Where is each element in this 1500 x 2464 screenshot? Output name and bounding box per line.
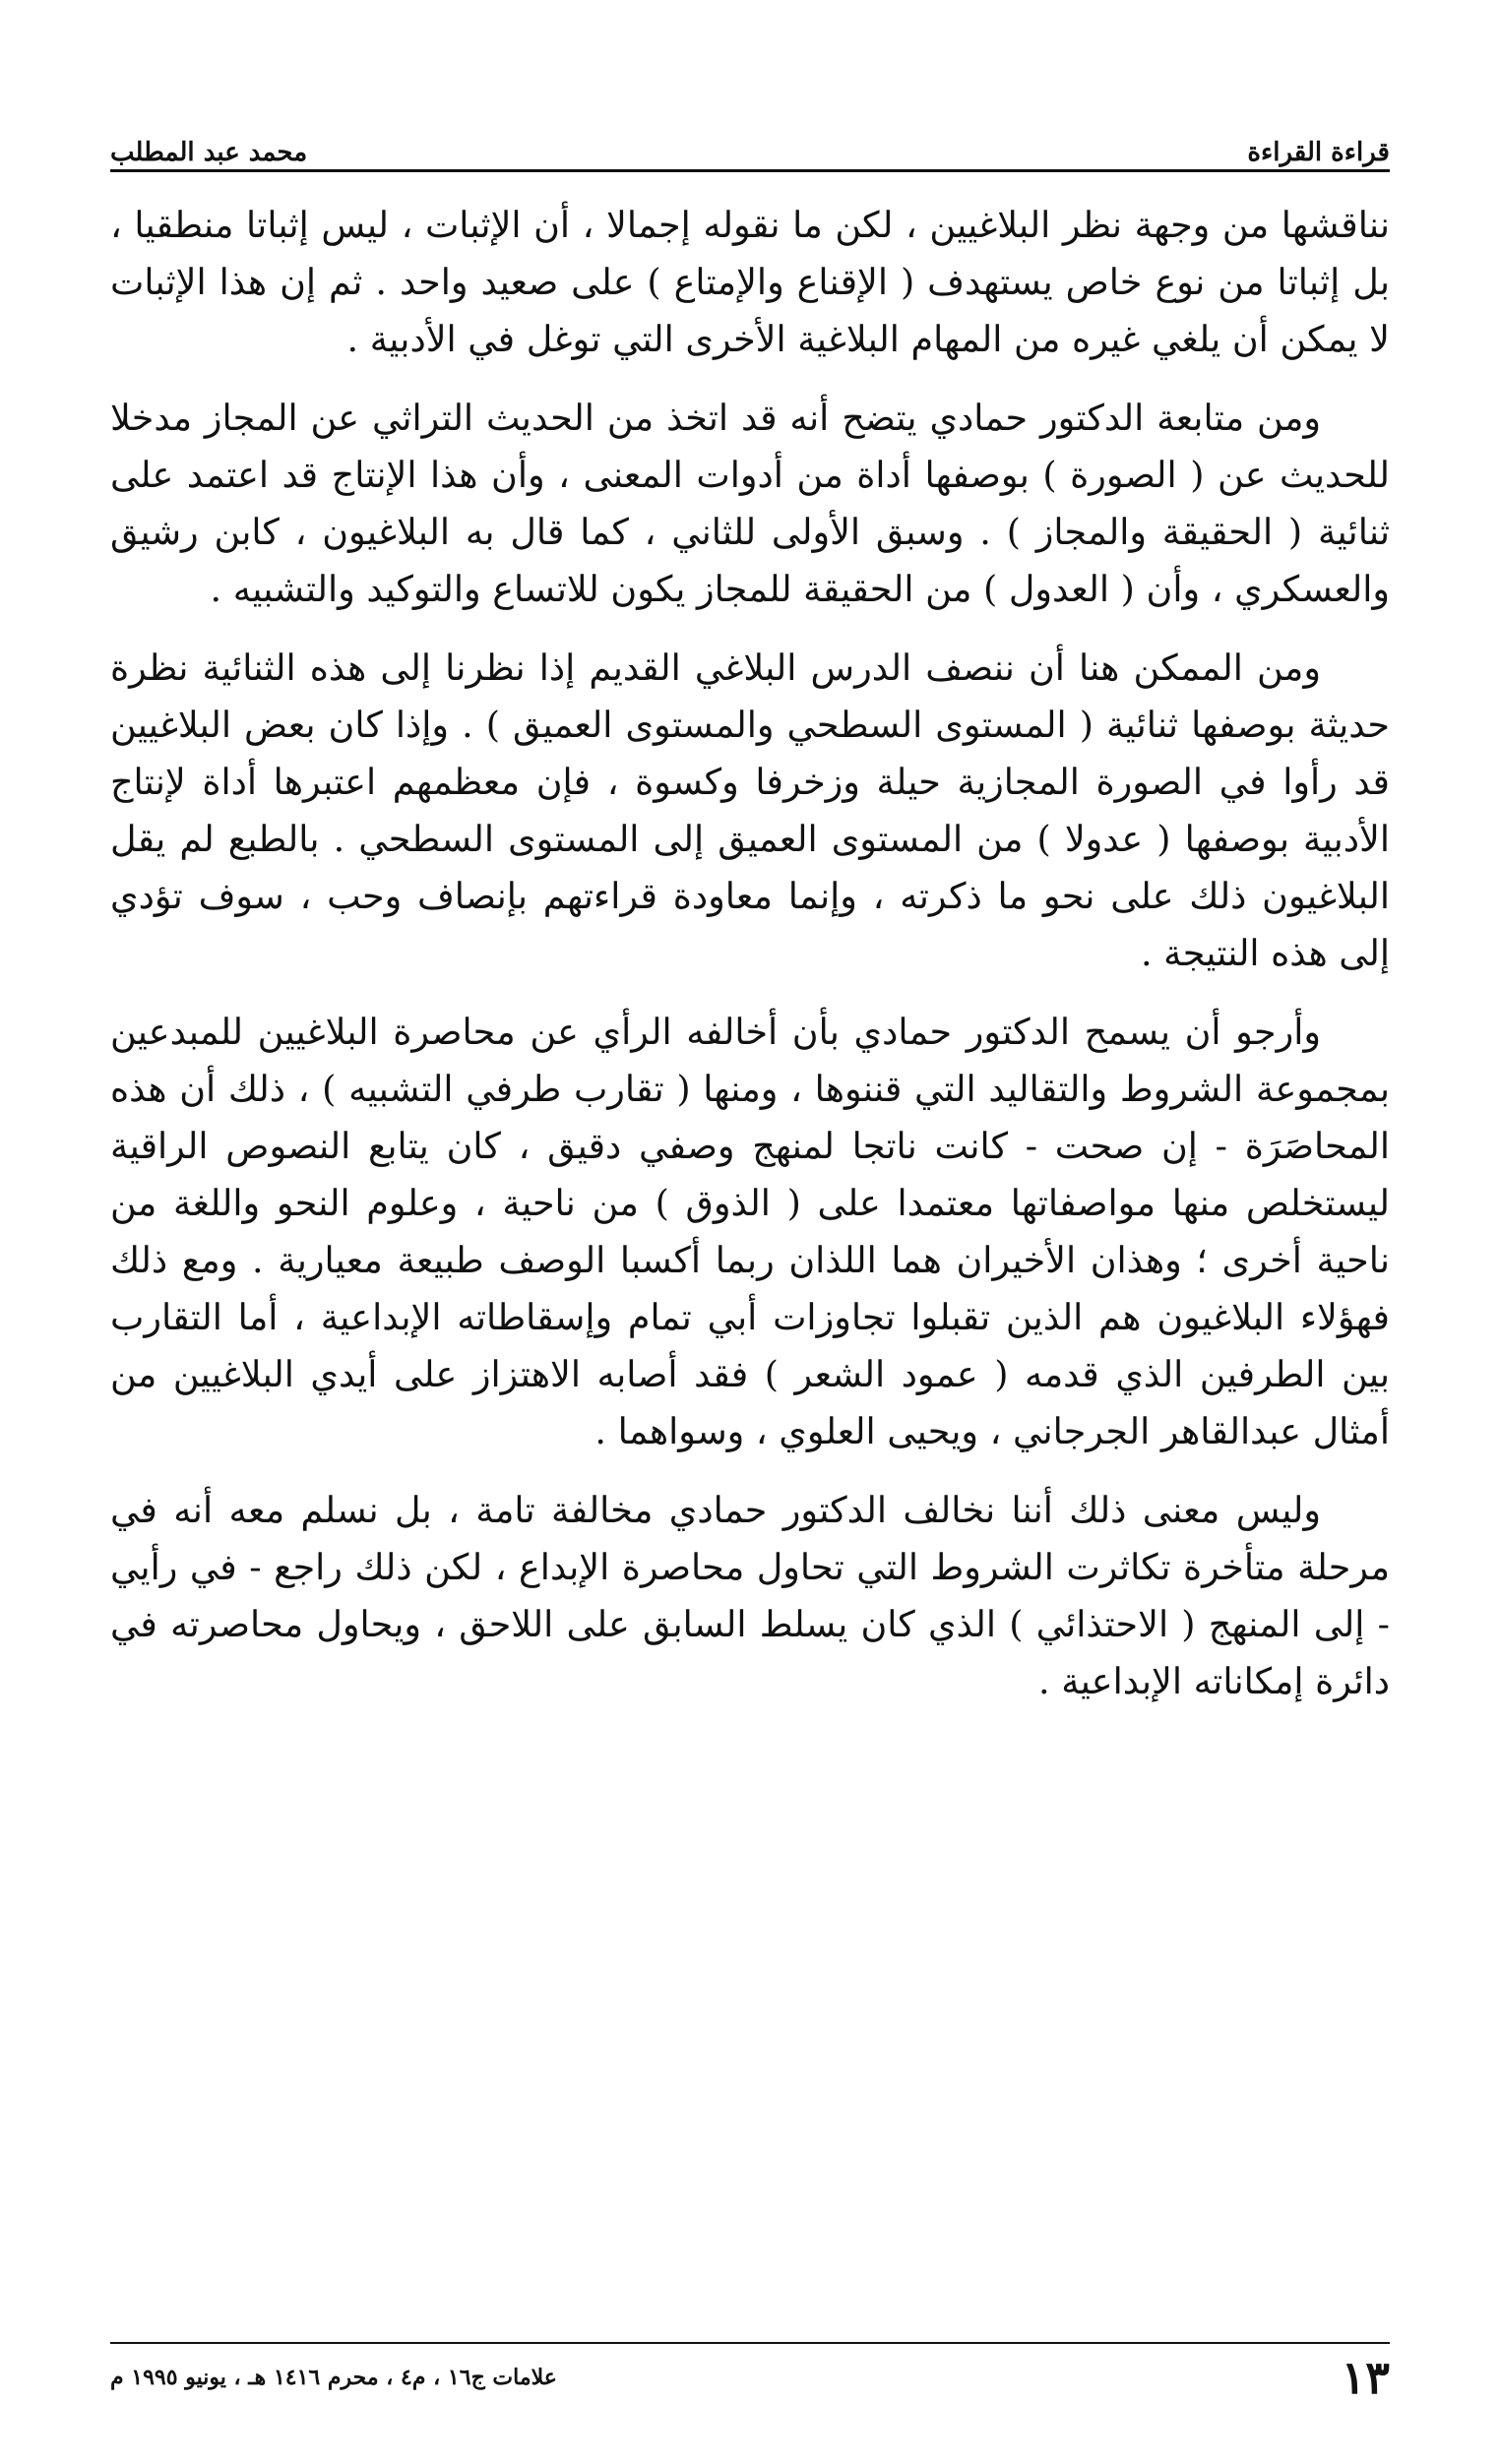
footer-rule	[110, 2342, 1390, 2344]
paragraph-5: وليس معنى ذلك أننا نخالف الدكتور حمادي مخالفة تامة ، بل نسلم معه أنه في مرحلة متأخرة تكاثرت الشروط التي تحاول محاصرة الإبداع ، لكن ذلك راجع - في رأيي - إلى المنهج ( الاحتذائي ) الذي كان يسلط السابق على اللاحق ، ويحاول محاصرته في دائرة إمكاناته الإبداعية .	[110, 1489, 1390, 1702]
book-title: قراءة القراءة	[1247, 138, 1390, 167]
paragraph-3: ومن الممكن هنا أن ننصف الدرس البلاغي القديم إذا نظرنا إلى هذه الثنائية نظرة حديثة بوصفها ثنائية ( المستوى السطحي والمستوى العميق ) . وإذا كان بعض البلاغيين قد رأوا في الصورة المجازية حيلة وزخرفا وكسوة ، فإن معظمهم اعتبرها أداة لإنتاج الأدبية بوصفها ( عدولا ) من المستوى العميق إلى المستوى السطحي . بالطبع لم يقل البلاغيون ذلك على نحو ما ذكرته ، وإنما معاودة قراءتهم بإنصاف وحب ، سوف تؤدي إلى هذه النتيجة .	[110, 647, 1390, 974]
header-rule	[110, 169, 1390, 172]
author-name: محمد عبد المطلب	[110, 138, 308, 167]
paragraph-2: ومن متابعة الدكتور حمادي يتضح أنه قد اتخذ من الحديث التراثي عن المجاز مدخلا للحديث عن ( الصورة ) بوصفها أداة من أدوات المعنى ، وأن هذا الإنتاج قد اعتمد على ثنائية ( الحقيقة والمجاز ) . وسبق الأولى للثاني ، كما قال به البلاغيون ، كابن رشيق والعسكري ، وأن ( العدول ) من الحقيقة للمجاز يكون للاتساع والتوكيد والتشبيه .	[110, 397, 1390, 610]
page-number: ١٣	[1341, 2351, 1390, 2404]
body-text	[110, 197, 1390, 1732]
paragraph-4: وأرجو أن يسمح الدكتور حمادي بأن أخالفه الرأي عن محاصرة البلاغيين للمبدعين بمجموعة الشروط والتقاليد التي قننوها ، ومنها ( تقارب طرفي التشبيه ) ، ذلك أن هذه المحاصَرَة - إن صحت - كانت ناتجا لمنهج وصفي دقيق ، كان يتابع النصوص الراقية ليستخلص منها مواصفاتها معتمدا على ( الذوق ) من ناحية ، وعلوم النحو واللغة من ناحية أخرى ؛ وهذان الأخيران هما اللذان ربما أكسبا الوصف طبيعة معيارية . ومع ذلك فهؤلاء البلاغيون هم الذين تقبلوا تجاوزات أبي تمام وإسقاطاته الإبداعية ، أما التقارب بين الطرفين الذي قدمه ( عمود الشعر ) فقد أصابه الاهتزاز على أيدي البلاغيين من أمثال عبدالقاهر الجرجاني ، ويحيى العلوي ، وسواهما .	[110, 1011, 1390, 1452]
journal-info: علامات ج١٦ ، م٤ ، محرم ١٤١٦ هـ ، يونيو ١٩٩٥ م	[110, 2365, 557, 2390]
page-footer	[110, 2348, 1390, 2407]
running-header	[110, 118, 1390, 167]
paragraph-1: نناقشها من وجهة نظر البلاغيين ، لكن ما نقوله إجمالا ، أن الإثبات ، ليس إثباتا منطقيا ، بل إثباتا من نوع خاص يستهدف ( الإقناع والإمتاع ) على صعيد واحد . ثم إن هذا الإثبات لا يمكن أن يلغي غيره من المهام البلاغية الأخرى التي توغل في الأدبية .	[110, 204, 1390, 360]
